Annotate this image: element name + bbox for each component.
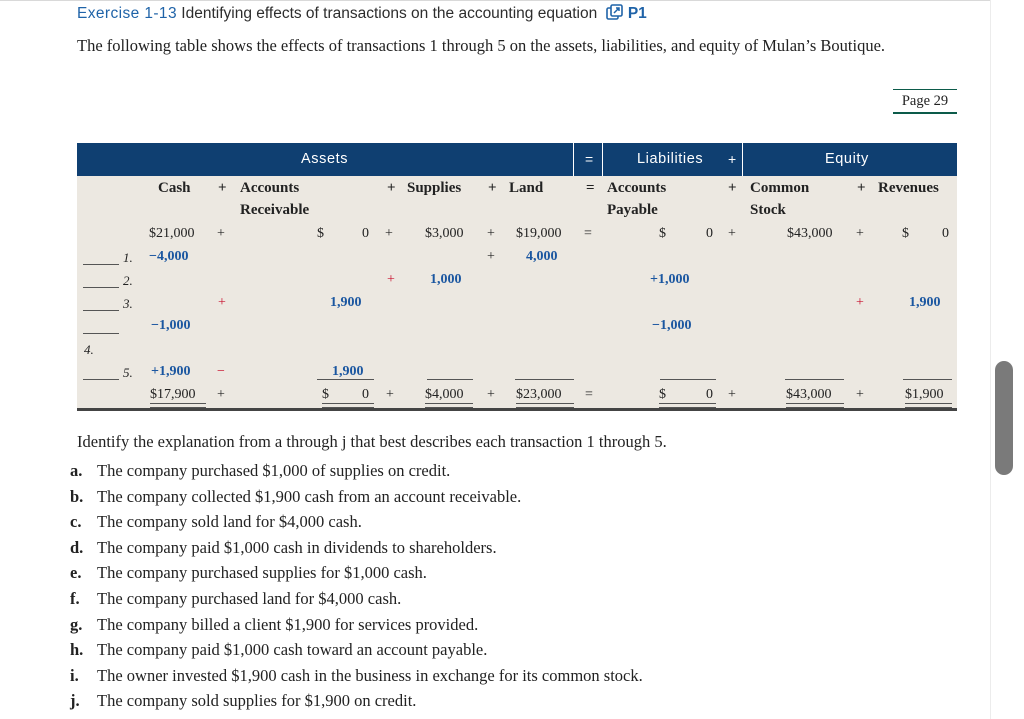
rev-subtotal-rule bbox=[903, 379, 952, 380]
objective-badge[interactable]: P1 bbox=[627, 5, 647, 22]
col-cs-line2: Stock bbox=[750, 202, 786, 218]
begin-ar-sign: $ bbox=[317, 226, 324, 241]
r5-cash: +1,900 bbox=[151, 364, 191, 379]
r3-plus-rev: + bbox=[856, 295, 864, 310]
col-plus-1: + bbox=[218, 180, 227, 196]
end-equals: = bbox=[585, 387, 593, 402]
col-land: Land bbox=[509, 180, 544, 196]
begin-ap-sign: $ bbox=[659, 226, 666, 241]
choice-j: j. The company sold supplies for $1,900 on credit. bbox=[70, 691, 417, 711]
row-num-3: 3. bbox=[123, 296, 133, 311]
ar-subtotal-rule bbox=[317, 379, 374, 380]
r1-plus: + bbox=[487, 249, 495, 264]
choice-h: h. The company paid $1,000 cash toward an account payable. bbox=[70, 640, 488, 660]
begin-plus-3: + bbox=[487, 226, 495, 241]
begin-rev-sign: $ bbox=[902, 226, 909, 241]
col-cs-line1: Common bbox=[750, 180, 810, 196]
r4-ap: −1,000 bbox=[652, 318, 692, 333]
r1-cash: −4,000 bbox=[149, 249, 189, 264]
row-num-5: 5. bbox=[123, 365, 133, 380]
choice-a: a. The company purchased $1,000 of supplies on credit. bbox=[70, 461, 451, 480]
choice-b: b. The company collected $1,900 cash from an account receivable. bbox=[70, 486, 522, 506]
end-supplies: $4,000 bbox=[425, 387, 464, 402]
end-ar-sign: $ bbox=[322, 387, 329, 402]
row-num-2: 2. bbox=[123, 273, 133, 288]
begin-cs: $43,000 bbox=[787, 226, 833, 241]
page-label: Page 29 bbox=[893, 89, 957, 114]
question-prompt: Identify the explanation from a through j that best describes each transaction 1 through 5. bbox=[77, 432, 667, 451]
end-cs: $43,000 bbox=[786, 387, 832, 402]
cs-subtotal-rule bbox=[785, 379, 844, 380]
answer-blank-4[interactable] bbox=[83, 333, 119, 334]
end-land: $23,000 bbox=[516, 387, 562, 402]
r5-minus: − bbox=[217, 364, 225, 379]
table-bottom-rule bbox=[77, 408, 957, 411]
end-ap-sign: $ bbox=[659, 387, 666, 402]
begin-supplies: $3,000 bbox=[425, 226, 464, 241]
row-num-1: 1. bbox=[123, 250, 133, 265]
begin-plus-4: + bbox=[728, 226, 736, 241]
col-plus-3: + bbox=[488, 180, 497, 196]
header-equity: Equity bbox=[825, 151, 869, 167]
top-divider bbox=[0, 0, 990, 1]
end-plus-1: + bbox=[217, 387, 225, 402]
end-plus-5: + bbox=[856, 387, 864, 402]
begin-equals: = bbox=[584, 226, 592, 241]
choice-f: f. The company purchased land for $4,000 cash. bbox=[70, 588, 402, 608]
col-cash: Cash bbox=[158, 180, 191, 196]
r4-cash: −1,000 bbox=[151, 318, 191, 333]
header-equals: = bbox=[585, 151, 594, 167]
col-ap-line1: Accounts bbox=[607, 180, 667, 196]
supplies-subtotal-rule bbox=[427, 379, 473, 380]
r3-rev: 1,900 bbox=[909, 295, 941, 310]
col-equals: = bbox=[586, 180, 595, 196]
header-plus: + bbox=[728, 151, 737, 167]
r3-ar: 1,900 bbox=[330, 295, 362, 310]
choice-e: e. The company purchased supplies for $1,000 cash. bbox=[70, 563, 427, 583]
choice-g: g. The company billed a client $1,900 for services provided. bbox=[70, 614, 479, 634]
ap-subtotal-rule bbox=[660, 379, 716, 380]
begin-ar: 0 bbox=[362, 226, 369, 241]
begin-ap: 0 bbox=[706, 226, 713, 241]
begin-plus-1: + bbox=[217, 226, 225, 241]
answer-blank-3[interactable] bbox=[83, 310, 119, 311]
scroll-track[interactable] bbox=[990, 0, 1024, 719]
begin-cash: $21,000 bbox=[149, 226, 195, 241]
end-plus-3: + bbox=[487, 387, 495, 402]
answer-blank-1[interactable] bbox=[83, 264, 119, 265]
answer-choices bbox=[70, 458, 643, 714]
col-supplies: Supplies bbox=[407, 180, 462, 196]
begin-land: $19,000 bbox=[516, 226, 562, 241]
r2-ap: +1,000 bbox=[650, 272, 690, 287]
end-cash: $17,900 bbox=[150, 387, 196, 402]
header-liabilities: Liabilities bbox=[637, 151, 704, 167]
r3-plus-ar: + bbox=[218, 295, 226, 310]
land-subtotal-rule bbox=[515, 379, 574, 380]
intro-paragraph: The following table shows the effects of transactions 1 through 5 on the assets, liabilities, and equity of Mulan’s Boutique. bbox=[77, 36, 886, 55]
col-revenues: Revenues bbox=[878, 180, 939, 196]
header-assets: Assets bbox=[301, 151, 349, 167]
answer-blank-2[interactable] bbox=[83, 287, 119, 288]
exercise-heading: Identifying effects of transactions on the accounting equation bbox=[181, 5, 598, 22]
col-plus-5: + bbox=[857, 180, 866, 196]
exercise-title bbox=[77, 4, 647, 26]
end-ar: 0 bbox=[362, 387, 369, 402]
r5-ar: 1,900 bbox=[332, 364, 364, 379]
col-ar-line1: Accounts bbox=[240, 180, 300, 196]
col-ar-line2: Receivable bbox=[240, 202, 310, 218]
accounting-equation-table bbox=[77, 143, 957, 411]
exercise-number: Exercise 1-13 bbox=[77, 5, 177, 22]
external-link-icon[interactable] bbox=[606, 4, 623, 26]
begin-plus-5: + bbox=[856, 226, 864, 241]
answer-blank-5[interactable] bbox=[83, 379, 119, 380]
r1-land: 4,000 bbox=[526, 249, 558, 264]
begin-rev: 0 bbox=[942, 226, 949, 241]
col-ap-line2: Payable bbox=[607, 202, 658, 218]
table-header bbox=[77, 143, 957, 176]
r2-supplies: 1,000 bbox=[430, 272, 462, 287]
col-plus-4: + bbox=[728, 180, 737, 196]
end-ap: 0 bbox=[706, 387, 713, 402]
col-plus-2: + bbox=[387, 180, 396, 196]
row-num-4: 4. bbox=[84, 342, 94, 357]
end-rev: $1,900 bbox=[905, 387, 944, 402]
r2-plus: + bbox=[387, 272, 395, 287]
end-plus-2: + bbox=[386, 387, 394, 402]
scrollbar-thumb[interactable] bbox=[995, 361, 1013, 475]
choice-c: c. The company sold land for $4,000 cash. bbox=[70, 512, 362, 532]
begin-plus-2: + bbox=[385, 226, 393, 241]
end-plus-4: + bbox=[728, 387, 736, 402]
choice-i: i. The owner invested $1,900 cash in the business in exchange for its common stock. bbox=[70, 665, 643, 685]
choice-d: d. The company paid $1,000 cash in dividends to shareholders. bbox=[70, 537, 497, 557]
